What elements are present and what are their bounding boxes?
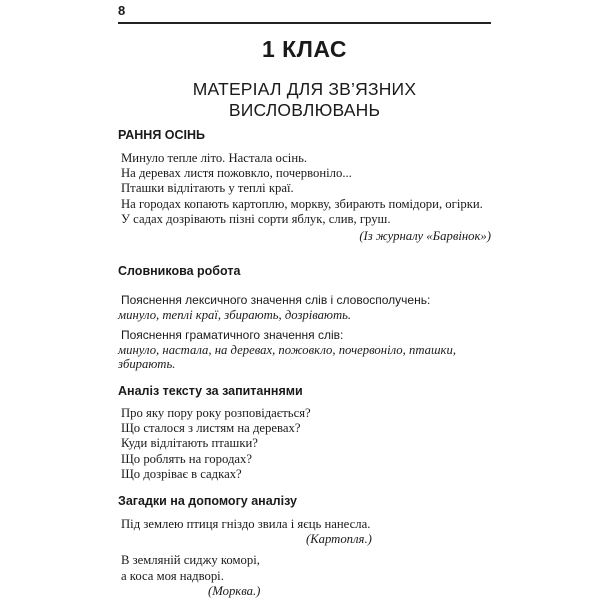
analysis-questions bbox=[118, 406, 491, 482]
riddle-answer: (Морква.) bbox=[208, 583, 261, 598]
riddle-text: В земляній сиджу коморі, bbox=[121, 553, 260, 568]
lexical-label: Пояснення лексичного значення слів і словосполучень: bbox=[121, 293, 431, 307]
grammar-words: збирають. bbox=[118, 357, 176, 371]
text-line: На городах копають картоплю, моркву, збирають помідори, огірки. bbox=[121, 196, 483, 211]
question-item: Про яку пору року розповідається? bbox=[121, 406, 311, 420]
riddle-text: а коса моя надворі. bbox=[121, 568, 224, 583]
question-item: Що сталося з листям на деревах? bbox=[121, 421, 301, 436]
text-line: У садах дозрівають пізні сорти яблук, слив, груш. bbox=[121, 211, 391, 226]
riddle-answer: (Картопля.) bbox=[306, 532, 372, 547]
header-rule bbox=[118, 22, 491, 24]
question-item: Що дозріває в садках? bbox=[121, 466, 242, 481]
grammar-label: Пояснення граматичного значення слів: bbox=[121, 327, 344, 342]
vocab-heading: Словникова робота bbox=[118, 264, 241, 278]
question-item: Що роблять на городах? bbox=[121, 451, 253, 466]
riddles-block bbox=[118, 517, 491, 599]
vocab-block bbox=[118, 293, 491, 372]
lexical-words: минуло, теплі краї, збирають, дозрівають. bbox=[118, 308, 352, 322]
grammar-words: минуло, настала, на деревах, пожовкло, почервоніло, пташки, bbox=[118, 342, 457, 357]
text-source: (Із журналу «Барвінок») bbox=[359, 229, 491, 244]
analysis-heading: Аналіз тексту за запитаннями bbox=[118, 384, 303, 398]
chapter-subtitle: МАТЕРІАЛ ДЛЯ ЗВ’ЯЗНИХ ВИСЛОВЛЮВАНЬ bbox=[192, 79, 417, 120]
riddles-heading: Загадки на допомогу аналізу bbox=[118, 494, 297, 508]
question-item: Куди відлітають пташки? bbox=[121, 436, 258, 451]
text-line: Пташки відлітають у теплі краї. bbox=[121, 181, 294, 196]
riddle-text: Під землею птиця гніздо звила і яєць нанесла. bbox=[121, 517, 371, 531]
text-line: Минуло тепле літо. Настала осінь. bbox=[121, 151, 308, 165]
page-number: 8 bbox=[118, 3, 126, 18]
chapter-title: 1 КЛАС bbox=[261, 36, 347, 62]
story-text bbox=[118, 151, 491, 244]
section-title: РАННЯ ОСІНЬ bbox=[118, 128, 206, 142]
text-line: На деревах листя пожовкло, почервоніло... bbox=[121, 166, 352, 181]
